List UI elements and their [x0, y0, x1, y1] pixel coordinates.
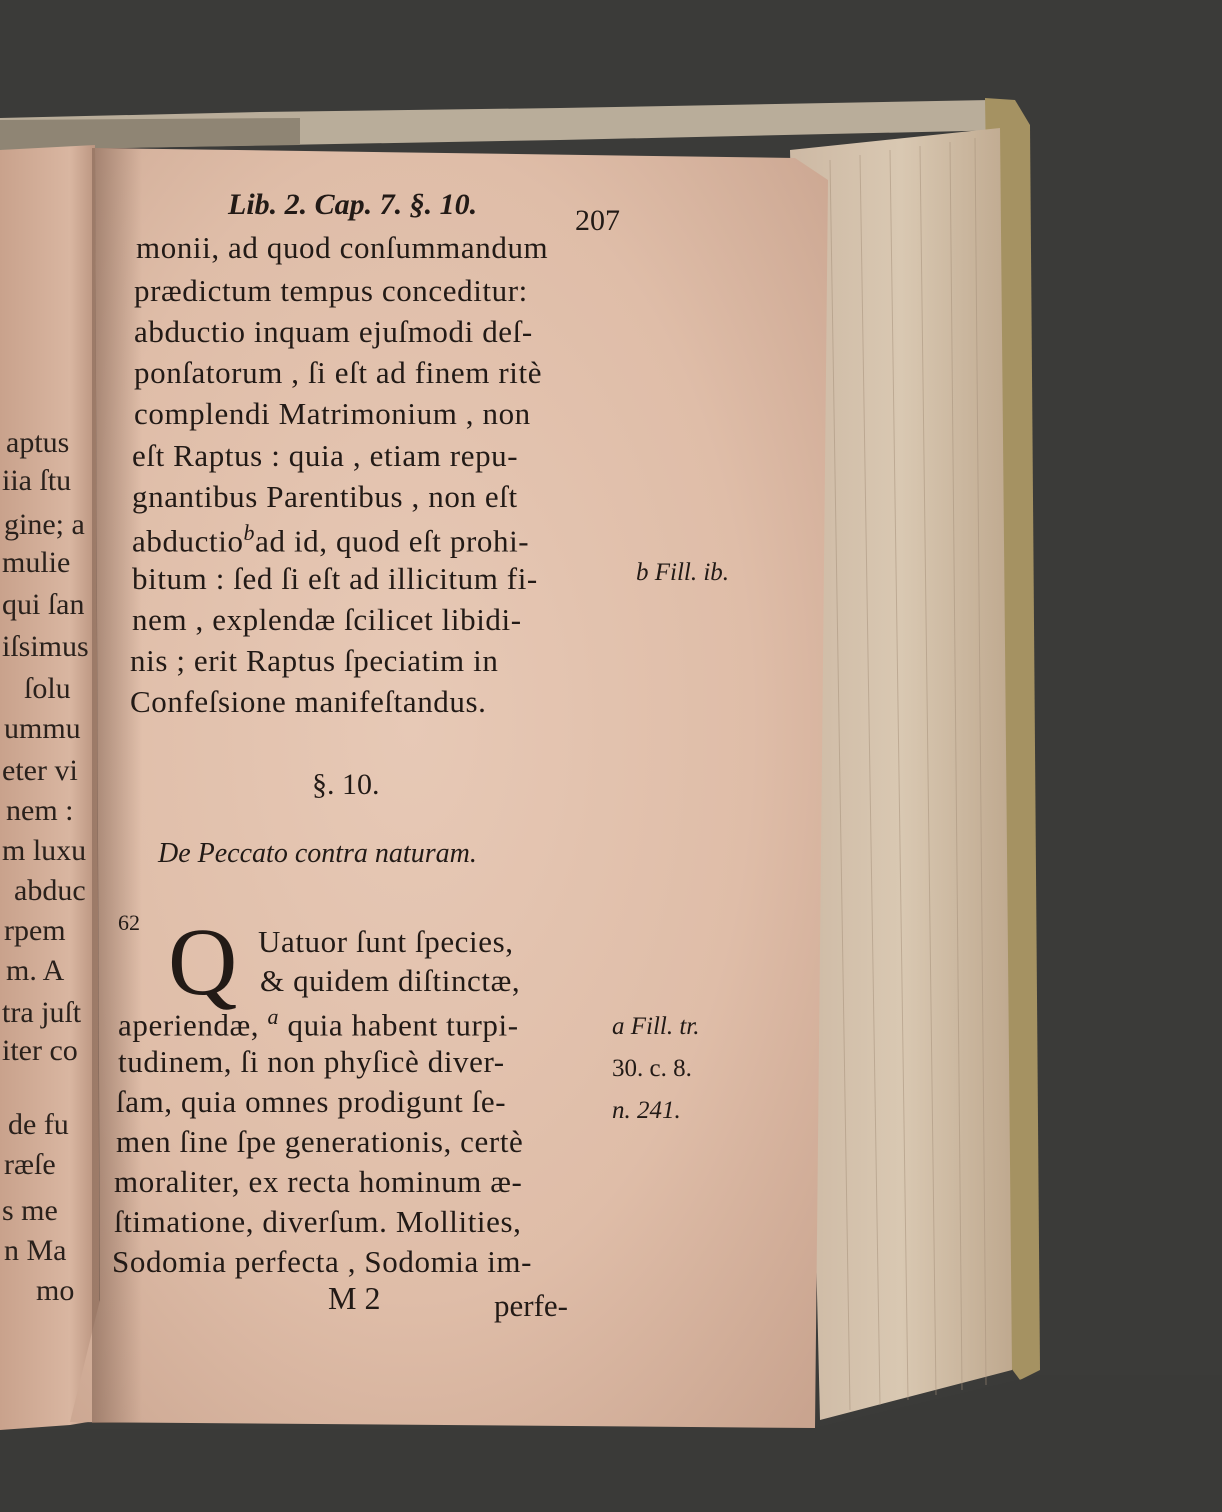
text-line: prædictum tempus conceditur: — [134, 273, 528, 308]
left-fragment: nem : — [6, 794, 74, 827]
catchword: perfe- — [494, 1288, 568, 1323]
text-line: gnantibus Parentibus , non eſt — [132, 479, 518, 514]
text-line: tudinem, ſi non phyſicè diver- — [118, 1044, 505, 1079]
text-line: nis ; erit Raptus ſpeciatim in — [130, 643, 499, 678]
footnote-marker-b: b — [243, 520, 256, 545]
text-line: bitum : ſed ſi eſt ad illicitum fi- — [132, 561, 538, 596]
signature-mark: M 2 — [328, 1280, 381, 1316]
left-fragment: qui ſan — [2, 588, 85, 621]
text-line: nem , explendæ ſcilicet libidi- — [132, 602, 522, 637]
page-number: 207 — [575, 204, 620, 237]
left-fragment: de fu — [8, 1108, 69, 1141]
text-line: & quidem diſtinctæ, — [260, 963, 521, 998]
section-title: De Peccato contra naturam. — [158, 838, 477, 869]
text-fragment: quia habent turpi- — [287, 1007, 519, 1043]
left-fragment: rpem — [4, 914, 66, 947]
text-line: abductio inquam ejuſmodi deſ- — [134, 314, 533, 349]
left-fragment: ræſe — [4, 1148, 56, 1181]
text-line — [132, 520, 530, 559]
text-line: ponſatorum , ſi eſt ad finem ritè — [134, 355, 543, 390]
paragraph-number: 62 — [118, 910, 140, 935]
section-number: §. 10. — [312, 768, 380, 801]
left-fragment: tra juſt — [2, 996, 82, 1029]
text-line: ſtimatione, diverſum. Mollities, — [114, 1204, 522, 1239]
left-fragment: ſolu — [24, 672, 71, 705]
left-fragment: iter co — [2, 1034, 78, 1067]
left-fragment: m luxu — [2, 834, 87, 867]
left-fragment: mulie — [2, 546, 71, 579]
text-line: eſt Raptus : quia , etiam repu- — [132, 438, 519, 473]
text-line — [118, 1004, 519, 1043]
text-line: monii, ad quod conſummandum — [136, 230, 549, 265]
margin-note-b: b Fill. ib. — [636, 559, 730, 586]
footnote-marker-a: a — [267, 1004, 280, 1029]
text-line: Confeſsione manifeſtandus. — [130, 684, 487, 719]
running-head: Lib. 2. Cap. 7. §. 10. — [228, 188, 478, 221]
left-fragment: gine; a — [4, 508, 85, 541]
left-fragment: aptus — [6, 426, 70, 459]
left-fragment: mo — [36, 1274, 75, 1307]
left-fragment: eter vi — [2, 754, 78, 787]
left-fragment: m. A — [6, 954, 65, 987]
margin-note-line: 30. c. 8. — [612, 1055, 692, 1082]
left-fragment: n Ma — [4, 1234, 67, 1267]
text-line: complendi Matrimonium , non — [134, 396, 531, 431]
left-fragment: s me — [2, 1194, 58, 1227]
left-fragment: abduc — [14, 874, 86, 907]
text-line: moraliter, ex recta hominum æ- — [114, 1164, 523, 1199]
drop-cap: Q — [168, 908, 238, 1015]
text-fragment: ad id, quod eſt prohi- — [255, 523, 530, 559]
text-line: ſam, quia omnes prodigunt ſe- — [116, 1084, 507, 1119]
text-line: men ſine ſpe generationis, certè — [116, 1124, 524, 1159]
text-line: Sodomia perfecta , Sodomia im- — [112, 1244, 533, 1279]
text-fragment: aperiendæ, — [118, 1007, 260, 1043]
margin-note-line: a Fill. tr. — [612, 1013, 700, 1040]
margin-note-line: n. 241. — [612, 1097, 681, 1124]
left-fragment: iſsimus — [2, 630, 89, 663]
left-fragment: iia ſtu — [2, 464, 72, 497]
text-fragment: abductio — [132, 523, 244, 559]
text-line: Uatuor ſunt ſpecies, — [258, 924, 514, 959]
left-fragment: ummu — [4, 712, 81, 745]
